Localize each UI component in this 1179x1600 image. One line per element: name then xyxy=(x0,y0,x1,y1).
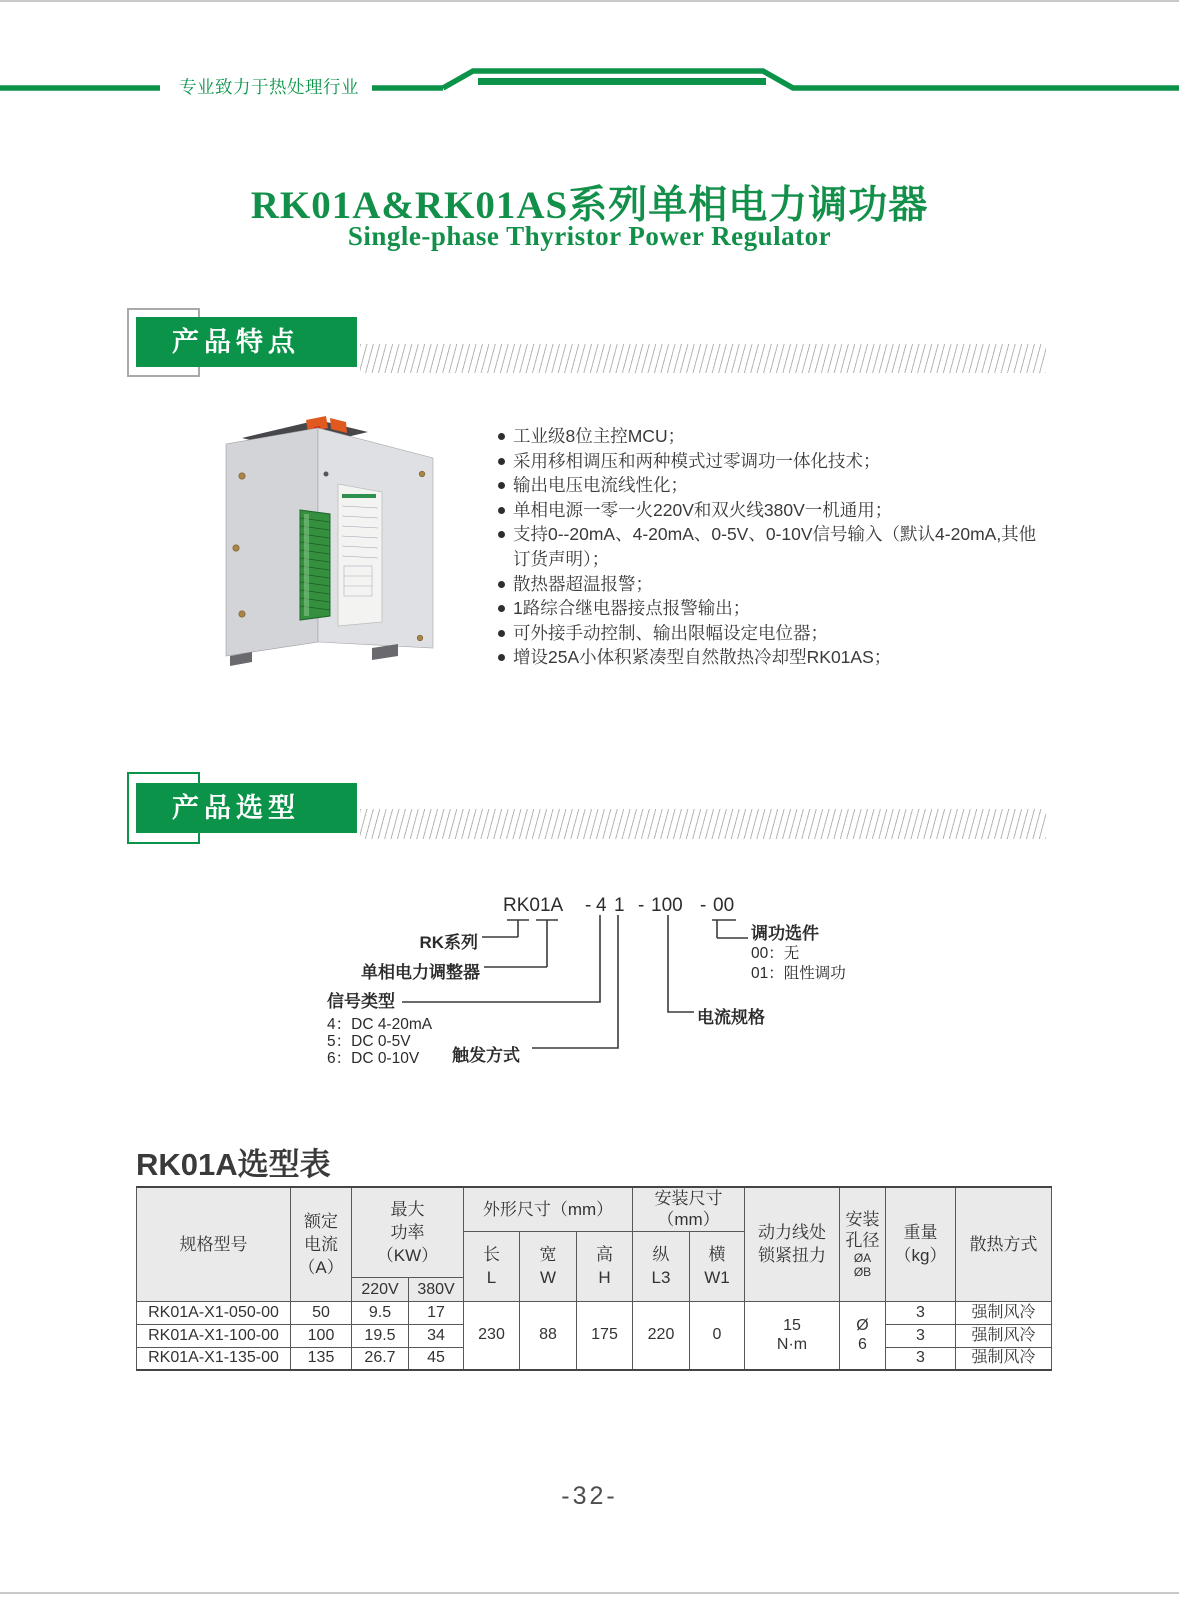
page-title: RK01A&RK01AS系列单相电力调功器 xyxy=(250,184,929,227)
table-heading: RK01A选型表 xyxy=(136,1147,331,1182)
hole-line: 孔径 xyxy=(845,1231,880,1251)
selection-hatch-stripe xyxy=(360,809,1046,839)
company-tagline: 专业致力于热处理行业 xyxy=(179,77,359,97)
col-header-380v: 380V xyxy=(409,1277,464,1301)
len-line: L xyxy=(486,1268,497,1287)
mount-line: （mm） xyxy=(657,1210,720,1230)
product-image xyxy=(222,414,437,666)
torque-value-line: 15 xyxy=(783,1317,801,1335)
cell-weight: 3 xyxy=(886,1347,956,1370)
label-signal-option: 6：DC 0-10V xyxy=(327,1050,420,1067)
power-line: 功率 xyxy=(390,1222,425,1242)
rated-line: （A） xyxy=(298,1257,344,1277)
page-number: -32- xyxy=(561,1482,618,1510)
torque-value-line: N·m xyxy=(776,1336,808,1354)
model-code-current: 100 xyxy=(651,895,683,916)
weight-line: 重量 xyxy=(903,1223,938,1243)
model-code-option: 00 xyxy=(713,895,735,916)
cell-weight: 3 xyxy=(886,1324,956,1347)
feature-item: 增设25A小体积紧凑型自然散热冷却型RK01AS； xyxy=(493,645,1049,670)
model-code-dash: - xyxy=(585,895,592,916)
cell-current: 50 xyxy=(291,1301,352,1324)
w1-line: W1 xyxy=(704,1268,730,1287)
rated-line: 电流 xyxy=(304,1234,338,1254)
col-header-rated-current xyxy=(291,1187,352,1301)
label-signal-option: 5：DC 0-5V xyxy=(327,1033,411,1050)
cell-p220: 9.5 xyxy=(352,1301,409,1324)
feature-item: 支持0--20mA、4-20mA、0-5V、0-10V信号输入（默认4-20mA,其他订货声明）； xyxy=(493,522,1049,571)
feature-item: 工业级8位主控MCU； xyxy=(493,424,1049,449)
hole-value-line: Ø xyxy=(856,1317,869,1335)
cell-cooling: 强制风冷 xyxy=(956,1347,1052,1370)
torque-line: 锁紧扭力 xyxy=(758,1246,826,1266)
rated-line: 额定 xyxy=(304,1211,338,1231)
label-option-none: 00：无 xyxy=(751,945,800,962)
l3-line: 纵 xyxy=(652,1245,670,1264)
wid-line: 宽 xyxy=(539,1245,557,1264)
model-code-dash: - xyxy=(700,895,707,916)
features-section-header xyxy=(136,317,357,367)
model-code-digit2: 1 xyxy=(614,895,625,916)
hole-line: ØB xyxy=(853,1265,872,1280)
cell-p380: 34 xyxy=(409,1324,464,1347)
cell-p380: 45 xyxy=(409,1347,464,1370)
len-line: 长 xyxy=(483,1245,500,1264)
features-hatch-stripe xyxy=(360,344,1046,373)
page-bottom-border xyxy=(0,1592,1179,1594)
power-line: （KW） xyxy=(376,1245,439,1265)
label-regulator: 单相电力调整器 xyxy=(361,963,480,982)
page-subtitle: Single-phase Thyristor Power Regulator xyxy=(347,221,832,251)
label-trigger-mode: 触发方式 xyxy=(452,1046,520,1065)
cell-p380: 17 xyxy=(409,1301,464,1324)
cell-width: 88 xyxy=(520,1301,577,1370)
table-row xyxy=(137,1301,1052,1324)
feature-item: 单相电源一零一火220V和双火线380V一机通用； xyxy=(493,498,1049,523)
feature-item: 散热器超温报警； xyxy=(493,572,1049,597)
cell-model: RK01A-X1-135-00 xyxy=(137,1347,291,1370)
weight-line: （kg） xyxy=(894,1246,947,1266)
hole-line: ØA xyxy=(853,1251,872,1266)
hgt-line: H xyxy=(598,1268,611,1287)
col-header-model: 规格型号 xyxy=(137,1187,291,1301)
hole-line: 安装 xyxy=(845,1210,880,1230)
features-list xyxy=(493,424,1049,670)
hgt-line: 高 xyxy=(596,1245,613,1264)
cell-cooling: 强制风冷 xyxy=(956,1324,1052,1347)
col-header-width xyxy=(520,1231,577,1301)
col-header-max-power xyxy=(352,1187,464,1277)
w1-line: 横 xyxy=(708,1245,726,1264)
mount-line: 安装尺寸 xyxy=(654,1189,723,1209)
cell-cooling: 强制风冷 xyxy=(956,1301,1052,1324)
col-header-weight xyxy=(886,1187,956,1301)
power-line: 最大 xyxy=(390,1199,425,1219)
cell-p220: 26.7 xyxy=(352,1347,409,1370)
cell-current: 100 xyxy=(291,1324,352,1347)
cell-p220: 19.5 xyxy=(352,1324,409,1347)
col-header-mounting xyxy=(633,1187,745,1231)
cell-w1: 0 xyxy=(690,1301,745,1370)
model-code-digit1: 4 xyxy=(596,895,607,916)
col-header-220v: 220V xyxy=(352,1277,409,1301)
col-header-w1 xyxy=(690,1231,745,1301)
feature-item: 输出电压电流线性化； xyxy=(493,473,1049,498)
col-header-length xyxy=(464,1231,520,1301)
selection-heading: 产品选型 xyxy=(172,793,300,823)
features-heading: 产品特点 xyxy=(172,327,300,357)
col-header-hole-diameter xyxy=(840,1187,886,1301)
label-option-resistive: 01：阻性调功 xyxy=(751,965,846,982)
label-series: RK系列 xyxy=(419,933,478,952)
feature-item: 1路综合继电器接点报警输出； xyxy=(493,596,1049,621)
cell-current: 135 xyxy=(291,1347,352,1370)
selection-section-header xyxy=(136,783,357,833)
hole-value-line: 6 xyxy=(858,1336,867,1354)
cell-model: RK01A-X1-100-00 xyxy=(137,1324,291,1347)
label-signal-type: 信号类型 xyxy=(327,992,395,1011)
col-header-dimensions: 外形尺寸（mm） xyxy=(464,1187,633,1231)
model-code-diagram xyxy=(0,860,1179,1095)
col-header-cooling: 散热方式 xyxy=(956,1187,1052,1301)
torque-line: 动力线处 xyxy=(758,1223,826,1243)
cell-model: RK01A-X1-050-00 xyxy=(137,1301,291,1324)
model-code-base: RK01A xyxy=(503,895,564,916)
cell-torque xyxy=(745,1301,840,1370)
label-signal-option: 4：DC 4-20mA xyxy=(327,1016,433,1033)
cell-hole xyxy=(840,1301,886,1370)
label-option-title: 调功选件 xyxy=(751,924,819,943)
col-header-height xyxy=(577,1231,633,1301)
cell-l3: 220 xyxy=(633,1301,690,1370)
cell-length: 230 xyxy=(464,1301,520,1370)
cell-weight: 3 xyxy=(886,1301,956,1324)
label-current-spec: 电流规格 xyxy=(697,1008,765,1027)
col-header-torque xyxy=(745,1187,840,1301)
spec-table xyxy=(136,1186,1052,1371)
wid-line: W xyxy=(539,1268,557,1287)
model-code-dash: - xyxy=(638,895,645,916)
header-ribbon-graphic xyxy=(0,0,1179,120)
col-header-l3 xyxy=(633,1231,690,1301)
l3-line: L3 xyxy=(651,1268,671,1287)
feature-item: 可外接手动控制、输出限幅设定电位器； xyxy=(493,621,1049,646)
feature-item: 采用移相调压和两种模式过零调功一体化技术； xyxy=(493,449,1049,474)
cell-height: 175 xyxy=(577,1301,633,1370)
